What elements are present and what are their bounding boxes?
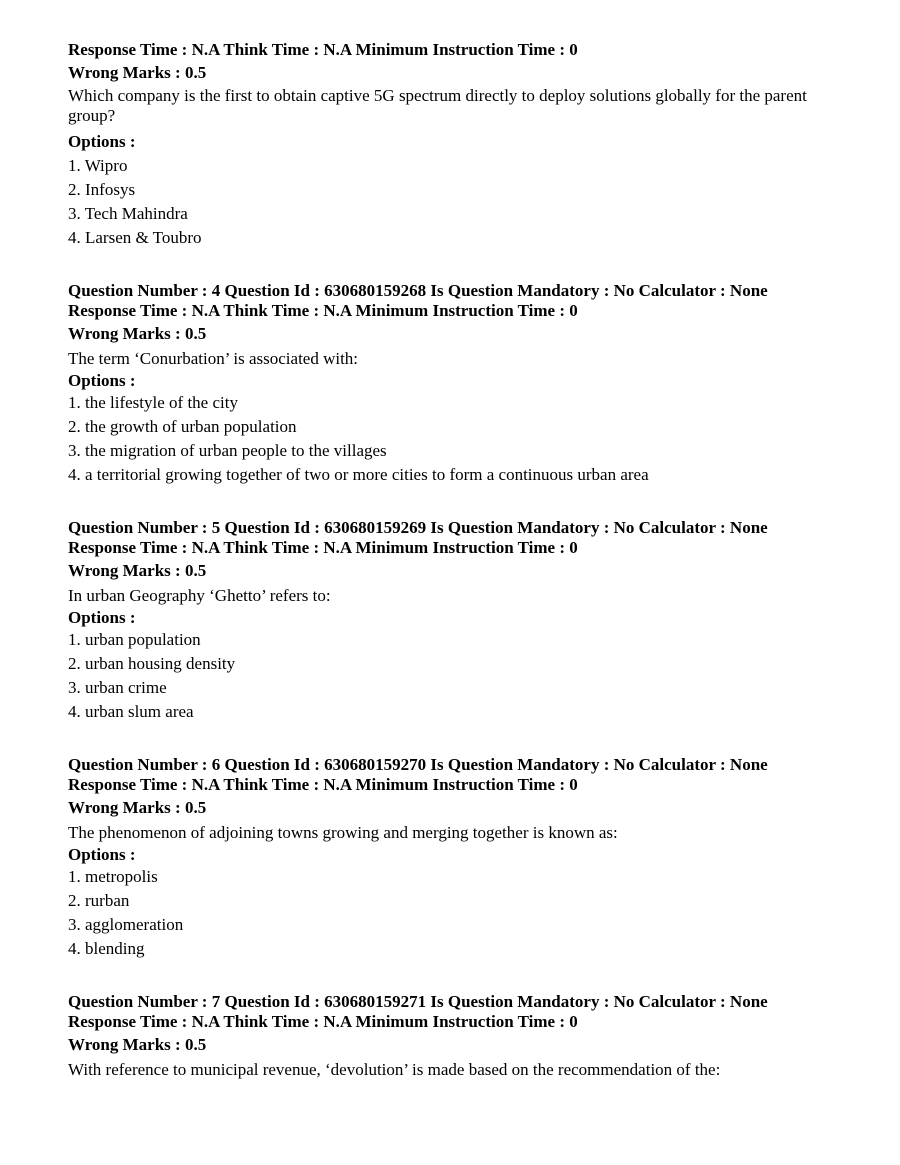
question-meta-header: Question Number : 5 Question Id : 630680159269 Is Question Mandatory : No Calculator : None — [68, 518, 768, 537]
question-block-6 — [68, 755, 848, 961]
question-block-5 — [68, 518, 848, 724]
question-meta-header: Question Number : 4 Question Id : 630680159268 Is Question Mandatory : No Calculator : None — [68, 281, 768, 300]
question-block-7 — [68, 992, 848, 1082]
wrong-marks: Wrong Marks : 0.5 — [68, 798, 207, 817]
option-item: 3. the migration of urban people to the villages — [68, 441, 387, 460]
option-item: 3. urban crime — [68, 678, 167, 697]
options-label: Options : — [68, 371, 136, 390]
question-meta-response: Response Time : N.A Think Time : N.A Minimum Instruction Time : 0 — [68, 775, 578, 794]
question-text: With reference to municipal revenue, ‘devolution’ is made based on the recommendation of the: — [68, 1060, 721, 1079]
question-block-4 — [68, 281, 848, 487]
option-item: 4. a territorial growing together of two or more cities to form a continuous urban area — [68, 465, 649, 484]
question-meta-header: Question Number : 7 Question Id : 630680159271 Is Question Mandatory : No Calculator : None — [68, 992, 768, 1011]
option-item: 1. metropolis — [68, 867, 158, 886]
question-text: The term ‘Conurbation’ is associated with: — [68, 349, 359, 368]
wrong-marks: Wrong Marks : 0.5 — [68, 1035, 207, 1054]
question-spacer — [68, 250, 848, 281]
question-meta-response: Response Time : N.A Think Time : N.A Minimum Instruction Time : 0 — [68, 538, 578, 557]
option-item: 3. agglomeration — [68, 915, 184, 934]
option-item: 1. urban population — [68, 630, 201, 649]
question-text: The phenomenon of adjoining towns growing and merging together is known as: — [68, 823, 618, 842]
options-label: Options : — [68, 132, 136, 151]
option-item: 3. Tech Mahindra — [68, 204, 188, 223]
question-meta-header: Question Number : 6 Question Id : 630680159270 Is Question Mandatory : No Calculator : None — [68, 755, 768, 774]
option-item: 1. the lifestyle of the city — [68, 393, 238, 412]
option-item: 2. Infosys — [68, 180, 136, 199]
question-block-partial — [68, 40, 848, 250]
question-spacer — [68, 724, 848, 755]
question-meta-response: Response Time : N.A Think Time : N.A Minimum Instruction Time : 0 — [68, 40, 578, 59]
question-meta-response: Response Time : N.A Think Time : N.A Minimum Instruction Time : 0 — [68, 301, 578, 320]
option-item: 2. rurban — [68, 891, 130, 910]
question-meta-response: Response Time : N.A Think Time : N.A Minimum Instruction Time : 0 — [68, 1012, 578, 1031]
options-label: Options : — [68, 845, 136, 864]
options-label: Options : — [68, 608, 136, 627]
wrong-marks: Wrong Marks : 0.5 — [68, 561, 207, 580]
question-spacer — [68, 487, 848, 518]
document-page — [68, 40, 848, 1082]
wrong-marks: Wrong Marks : 0.5 — [68, 324, 207, 343]
option-item: 4. Larsen & Toubro — [68, 228, 202, 247]
option-item: 4. blending — [68, 939, 145, 958]
question-text: In urban Geography ‘Ghetto’ refers to: — [68, 586, 331, 605]
option-item: 1. Wipro — [68, 156, 128, 175]
question-text: Which company is the first to obtain captive 5G spectrum directly to deploy solutions globally for the parent group? — [68, 86, 807, 125]
wrong-marks: Wrong Marks : 0.5 — [68, 63, 207, 82]
option-item: 2. urban housing density — [68, 654, 236, 673]
question-spacer — [68, 961, 848, 992]
option-item: 2. the growth of urban population — [68, 417, 297, 436]
option-item: 4. urban slum area — [68, 702, 194, 721]
